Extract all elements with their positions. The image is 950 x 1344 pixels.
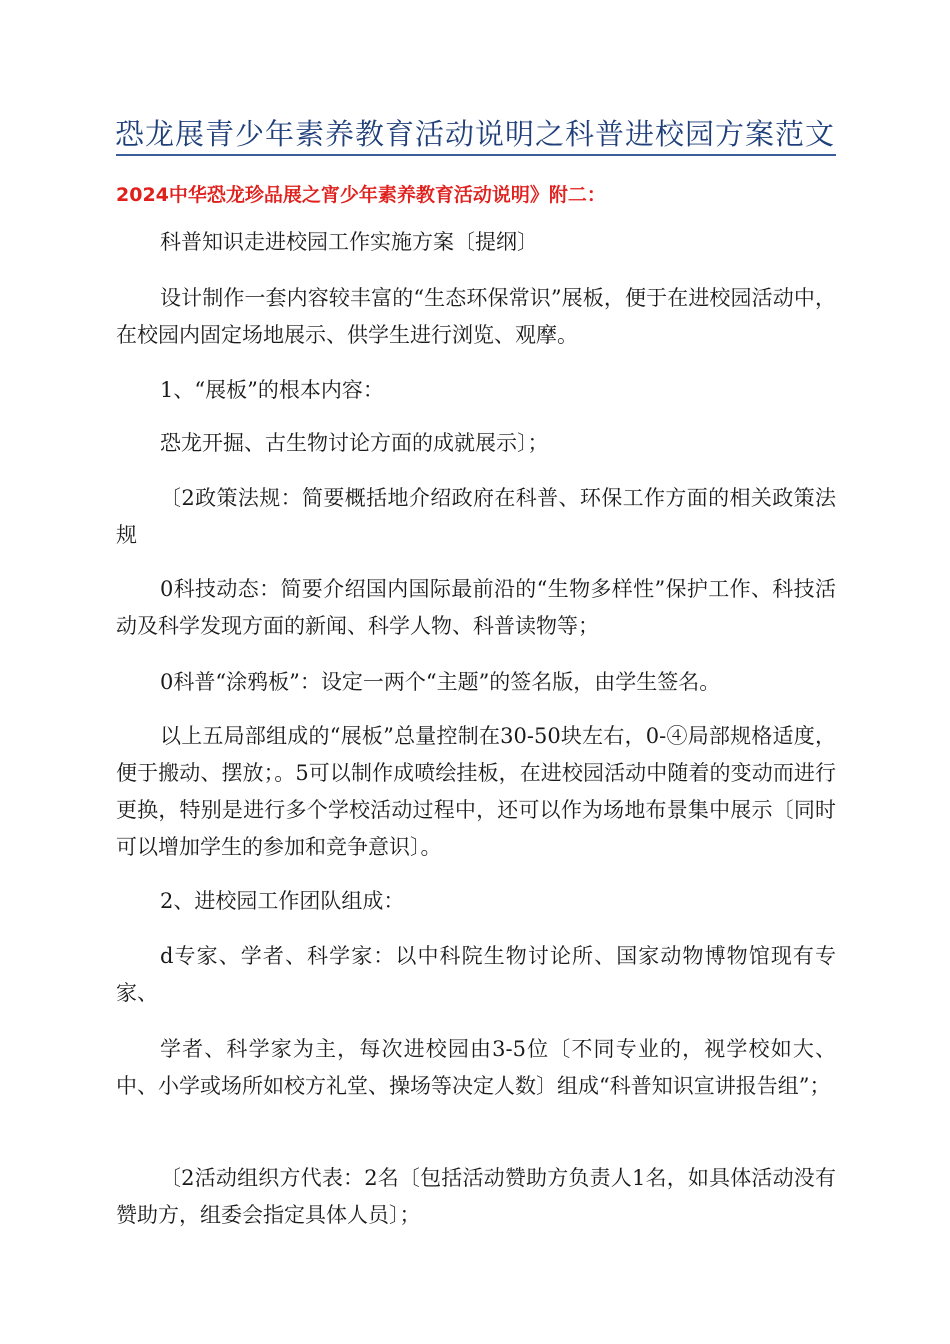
- paragraph-policy: 〔2政策法规：简要概括地介绍政府在科普、环保工作方面的相关政策法规: [116, 486, 836, 547]
- paragraph-achievements: 恐龙开掘、古生物讨论方面的成就展示〕；: [160, 431, 549, 455]
- red-heading: 2024中华恐龙珍品展之宵少年素养教育活动说明》附二：: [116, 184, 606, 206]
- paragraph-section-1: 1、“展板”的根本内容：: [160, 378, 384, 402]
- paragraph-section-2: 2、进校园工作团队组成：: [160, 889, 405, 913]
- paragraph-intro: 设计制作一套内容较丰富的“生态环保常识”展板，便于在进校园活动中，在校园内固定场地展示、供学生进行浏览、观摩。: [116, 286, 836, 347]
- paragraph-outline-title: 科普知识走进校园工作实施方案〔提纲〕: [160, 230, 538, 254]
- paragraph-board-summary: 以上五局部组成的“展板”总量控制在30-50块左右，0-④局部规格适度，便于搬动、摆放；。5可以制作成喷绘挂板，在进校园活动中随着的变动而进行更换，特别是进行多个学校活动过程中，还可以作为场地布景集中展示〔同时可以增加学生的参加和竞争意识〕。: [116, 724, 836, 859]
- page-title: 恐龙展青少年素养教育活动说明之科普进校园方案范文: [114, 117, 835, 151]
- paragraph-tech-news: 0科技动态：简要介绍国内国际最前沿的“生物多样性”保护工作、科技活动及科学发现方面的新闻、科学人物、科普读物等；: [116, 577, 836, 638]
- paragraph-organizer: 〔2活动组织方代表：2名〔包括活动赞助方负责人1名，如具体活动没有赞助方，组委会指定具体人员〕；: [116, 1166, 836, 1227]
- paragraph-experts: d专家、学者、科学家：以中科院生物讨论所、国家动物博物馆现有专家、: [116, 944, 836, 1005]
- paragraph-scholars: 学者、科学家为主，每次进校园由3-5位〔不同专业的，视学校如大、中、小学或场所如校方礼堂、操场等决定人数〕组成“科普知识宣讲报告组”；: [116, 1037, 836, 1098]
- title-underline: [116, 154, 836, 156]
- paragraph-graffiti-board: 0科普“涂鸦板”：设定一两个“主题”的签名版，由学生签名。: [160, 670, 721, 694]
